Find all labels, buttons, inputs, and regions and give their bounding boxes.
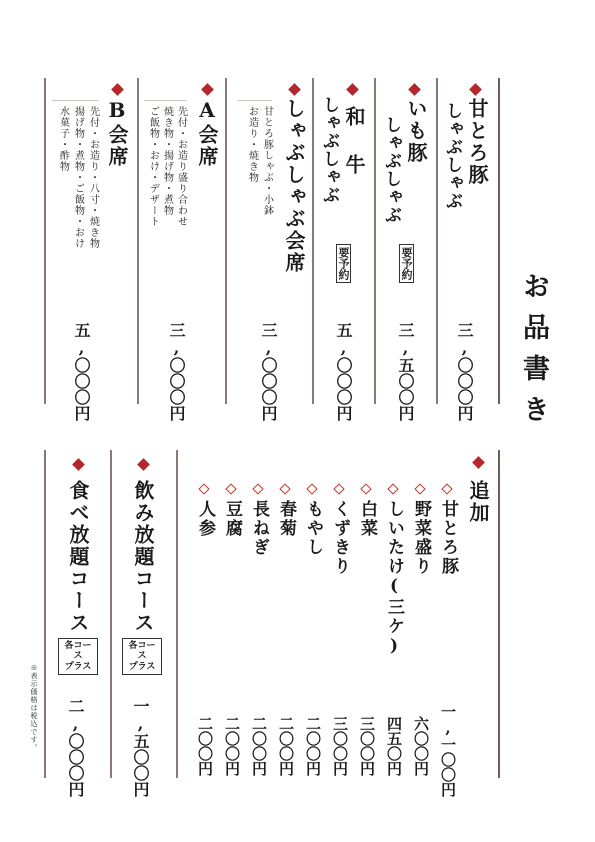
addition-name: もやし: [303, 500, 323, 557]
diamond-outline-icon: [225, 483, 236, 494]
food-price: 二,〇〇〇円: [66, 698, 85, 797]
page-title: お品書き: [518, 272, 549, 436]
diamond-bullet-icon: [472, 456, 485, 469]
food-course-name: 食べ放題コース: [66, 480, 90, 634]
addition-name: 人参: [195, 500, 215, 538]
column-divider: [110, 450, 112, 778]
course-name: いも豚: [404, 98, 428, 164]
desc-divider: [52, 100, 98, 101]
course-description: 先付・お造り・八寸・焼き物: [87, 106, 99, 249]
column-divider: [498, 450, 500, 778]
addition-name: しいたけ(三ケ): [384, 500, 404, 658]
column-divider: [312, 78, 314, 404]
course-name: B会席: [105, 98, 129, 168]
diamond-outline-icon: [360, 483, 371, 494]
column-divider: [436, 78, 438, 404]
course-price: 三,五〇〇円: [396, 322, 415, 421]
addition-name: 野菜盛り: [411, 500, 431, 576]
course-subtitle: しゃぶしゃぶ: [319, 96, 339, 204]
reservation-badge: 要予約: [399, 244, 414, 283]
diamond-outline-icon: [306, 483, 317, 494]
badge-line: 各コース: [64, 641, 92, 662]
course-description: 焼き物・揚げ物・煮物: [161, 106, 173, 216]
column-divider: [137, 78, 139, 404]
badge-line: 各コース: [128, 641, 156, 662]
course-subtitle: しゃぶしゃぶ: [381, 116, 401, 224]
diamond-outline-icon: [198, 483, 209, 494]
course-description: お造り・焼き物: [246, 106, 258, 183]
desc-divider: [238, 100, 272, 101]
addition-name: 白菜: [357, 500, 377, 538]
diamond-outline-icon: [414, 483, 425, 494]
course-price: 五,〇〇〇円: [72, 322, 91, 421]
diamond-bullet-icon: [72, 458, 85, 471]
drinks-course-name: 飲み放題コース: [131, 480, 155, 634]
column-divider: [176, 450, 178, 778]
course-price: 五,〇〇〇円: [334, 322, 353, 421]
addition-name: 長ねぎ: [249, 500, 269, 557]
diamond-outline-icon: [441, 483, 452, 494]
addition-name: 春菊: [276, 500, 296, 538]
addition-name: 豆腐: [222, 500, 242, 538]
food-badge: [58, 638, 98, 675]
course-name: 甘とろ豚: [465, 98, 489, 186]
addition-price: 六〇〇円: [412, 716, 430, 776]
diamond-bullet-icon: [137, 458, 150, 471]
course-price: 三,〇〇〇円: [455, 322, 474, 421]
course-description: 先付・お造り盛り合わせ: [175, 106, 187, 227]
diamond-bullet-icon: [288, 83, 301, 96]
tax-note: ※表示価格は税込です。: [30, 664, 38, 752]
course-price: 三,〇〇〇円: [259, 322, 278, 421]
badge-line: プラス: [64, 661, 92, 672]
column-divider: [44, 78, 46, 404]
addition-name: 甘とろ豚: [438, 500, 458, 576]
course-description: 揚げ物・煮物・ご飯物・おけ: [72, 106, 84, 249]
course-name: A会席: [195, 98, 219, 168]
addition-price: 二〇〇円: [223, 716, 241, 776]
diamond-bullet-icon: [111, 83, 124, 96]
addition-price: 四五〇円: [385, 716, 403, 776]
diamond-outline-icon: [252, 483, 263, 494]
column-divider: [498, 78, 500, 404]
course-subtitle: しゃぶしゃぶ: [442, 102, 462, 210]
diamond-outline-icon: [387, 483, 398, 494]
addition-price: 三〇〇円: [358, 716, 376, 776]
course-description: ご飯物・おけ・デザート: [147, 106, 159, 227]
diamond-bullet-icon: [408, 83, 421, 96]
addition-price: 三〇〇円: [331, 716, 349, 776]
course-name: 和 牛: [342, 106, 366, 176]
diamond-outline-icon: [333, 483, 344, 494]
badge-line: プラス: [128, 661, 156, 672]
diamond-bullet-icon: [469, 83, 482, 96]
addition-price: 一,一〇〇円: [439, 704, 457, 797]
column-divider: [225, 78, 227, 404]
addition-price: 二〇〇円: [304, 716, 322, 776]
addition-price: 二〇〇円: [277, 716, 295, 776]
drinks-badge: [122, 638, 162, 675]
diamond-bullet-icon: [346, 83, 359, 96]
addition-price: 二〇〇円: [250, 716, 268, 776]
course-price: 三,〇〇〇円: [167, 322, 186, 421]
addition-name: くずきり: [330, 500, 350, 576]
course-description: 甘とろ豚しゃぶ・小鉢: [261, 106, 273, 216]
desc-divider: [144, 100, 186, 101]
diamond-outline-icon: [279, 483, 290, 494]
column-divider: [374, 78, 376, 404]
diamond-bullet-icon: [201, 83, 214, 96]
additions-heading: 追加: [466, 480, 490, 524]
course-name: しゃぶしゃぶ会席: [282, 98, 306, 274]
column-divider: [44, 450, 46, 778]
course-description: 水菓子・酢物: [57, 106, 69, 172]
reservation-badge: 要予約: [336, 244, 351, 283]
addition-price: 二〇〇円: [196, 716, 214, 776]
drinks-price: 一,五〇〇円: [131, 698, 150, 797]
